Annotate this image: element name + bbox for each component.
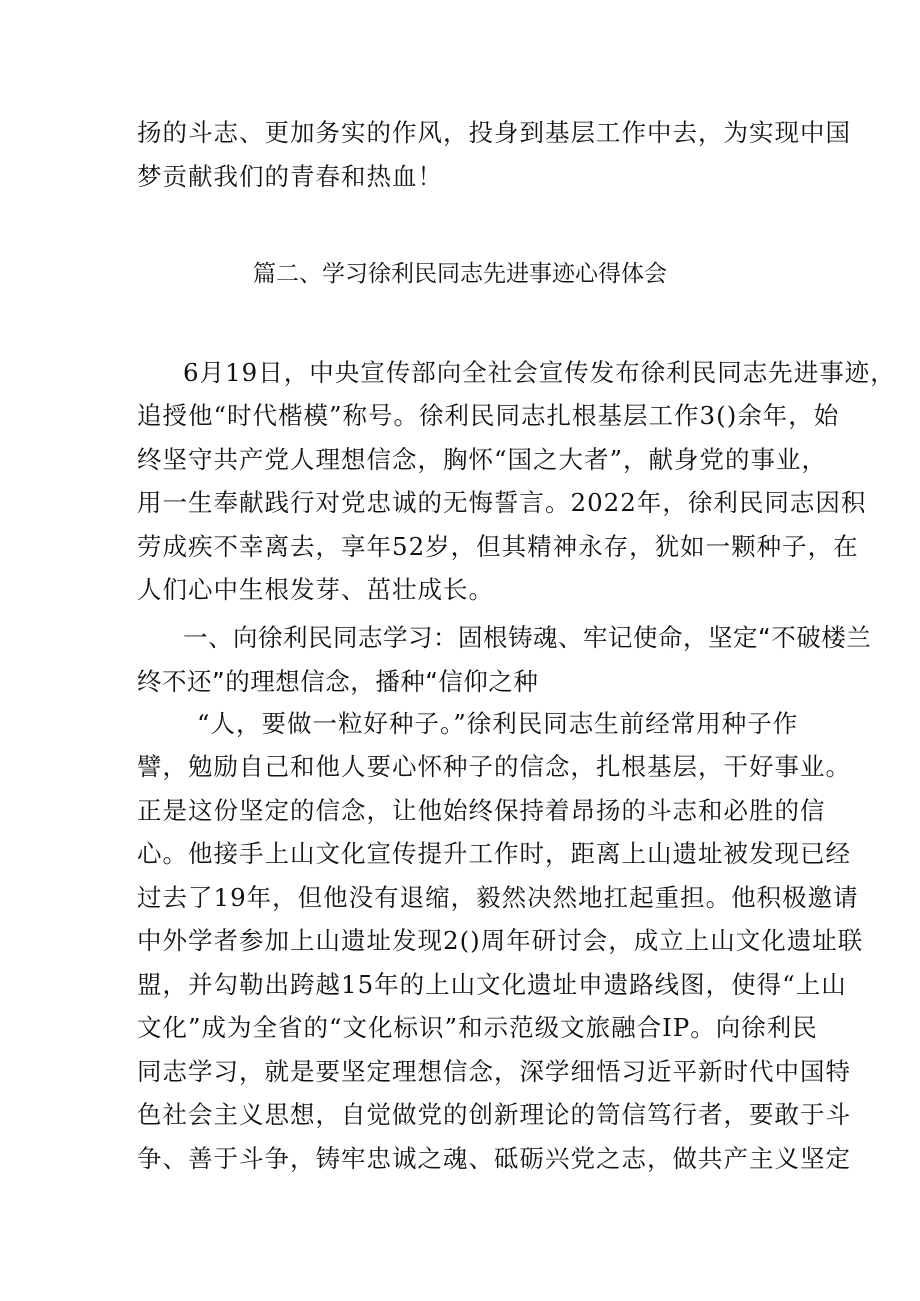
para1-line-2: 追授他“时代楷模”称号。徐利民同志扎根基层工作3()余年，始 (137, 401, 840, 430)
section-title: 篇二、学习徐利民同志先进事迹心得体会 (253, 261, 667, 287)
para2-line-6: 中外学者参加上山遗址发现2()周年研讨会，成立上山文化遗址联 (137, 926, 864, 955)
para2-line-9: 同志学习，就是要坚定理想信念，深学细悟习近平新时代中国特 (137, 1057, 851, 1086)
para2-line-11: 争、善于斗争，铸牢忠诚之魂、砥砺兴党之志，做共产主义坚定 (137, 1144, 851, 1173)
para2-line-1: “人，要做一粒好种子。”徐利民同志生前经常用种子作 (197, 709, 799, 738)
para1-line-1: 6月19日，中央宣传部向全社会宣传发布徐利民同志先进事迹， (183, 358, 896, 387)
para2-line-7: 盟，并勾勒出跨越15年的上山文化遗址申遗路线图，使得“上山 (137, 970, 847, 999)
para1-line-3: 终坚守共产党人理想信念，胸怀“国之大者”，献身党的事业， (137, 445, 828, 474)
intro-line-1: 扬的斗志、更加务实的作风，投身到基层工作中去，为实现中国 (137, 118, 851, 147)
para2-line-5: 过去了19年，但他没有退缩，毅然决然地扛起重担。他积极邀请 (137, 883, 859, 912)
subheading-line-2: 终不还”的理想信念，播种“信仰之种 (137, 667, 539, 696)
intro-line-2: 梦贡献我们的青春和热血！ (137, 162, 443, 191)
para2-line-10: 色社会主义思想，自觉做党的创新理论的笥信笃行者，要敢于斗 (137, 1100, 851, 1129)
para2-line-2: 譬，勉励自己和他人要心怀种子的信念，扎根基层，干好事业。 (137, 752, 851, 781)
subheading-line-1: 一、向徐利民同志学习：固根铸魂、牢记使命，坚定“不破楼兰 (183, 623, 872, 652)
para1-line-5: 劳成疾不幸离去，享年52岁，但其精神永存，犹如一颗种子，在 (137, 532, 859, 561)
para2-line-3: 正是这份坚定的信念，让他始终保持着昂扬的斗志和必胜的信 (137, 796, 826, 825)
para1-line-4: 用一生奉献践行对党忠诚的无悔誓言。2022年，徐利民同志因积 (137, 488, 867, 517)
para2-line-4: 心。他接手上山文化宣传提升工作时，距离上山遗址被发现已经 (137, 839, 851, 868)
para2-line-8: 文化”成为全省的“文化标识”和示范级文旅融合IP。向徐利民 (137, 1013, 818, 1042)
para1-line-6: 人们心中生根发芽、茁壮成长。 (137, 575, 494, 604)
